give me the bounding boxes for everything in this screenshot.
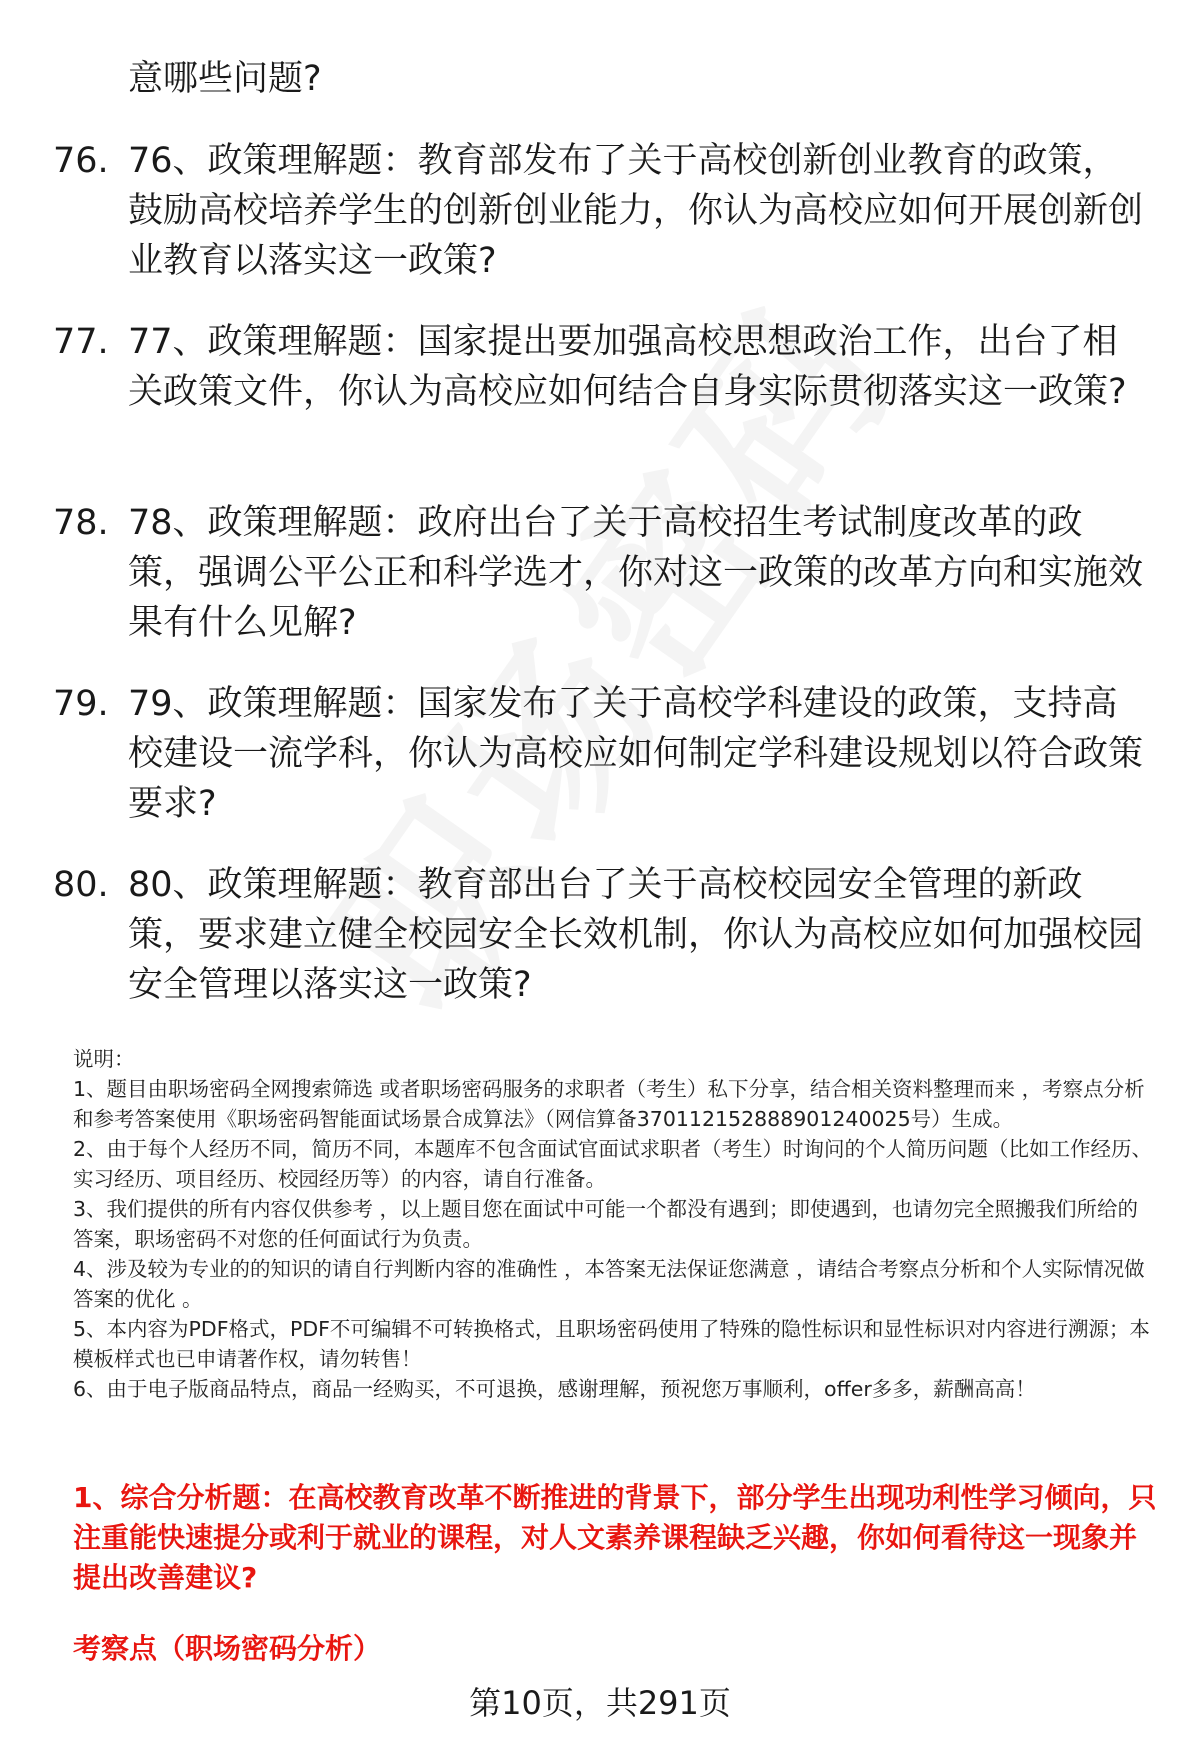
question-text: 79、政策理解题：国家发布了关于高校学科建设的政策，支持高校建设一流学科，你认为高校应如何制定学科建设规划以符合政策要求? [128,684,1144,824]
list-item [0,679,1200,860]
note-item: 6、由于电子版商品特点，商品一经购买，不可退换，感谢理解，预祝您万事顺利，offer多多，薪酬高高！ [73,1377,1036,1401]
question-number: 79. [53,684,109,724]
notes-section [73,1044,1155,1404]
notes-title: 说明： [73,1047,135,1071]
note-item: 3、我们提供的所有内容仅供参考 ，以上题目您在面试中可能一个都没有遇到；即使遇到，也请勿完全照搬我们所给的答案，职场密码不对您的任何面试行为负责。 [73,1197,1139,1251]
question-number: 80. [53,865,109,905]
note-item: 1、题目由职场密码全网搜索筛选 或者职场密码服务的求职者（考生）私下分享，结合相关资料整理而来 ，考察点分析和参考答案使用《职场密码智能面试场景合成算法》（网信算备370112152888901240025号）生成。 [73,1077,1145,1131]
question-text: 76、政策理解题：教育部发布了关于高校创新创业教育的政策，鼓励高校培养学生的创新创业能力，你认为高校应如何开展创新创业教育以落实这一政策? [128,141,1144,281]
note-item: 4、涉及较为专业的的知识的请自行判断内容的准确性 ，本答案无法保证您满意 ，请结合考察点分析和个人实际情况做答案的优化 。 [73,1257,1145,1311]
featured-question: 1、综合分析题：在高校教育改革不断推进的背景下，部分学生出现功利性学习倾向，只注重能快速提分或利于就业的课程，对人文素养课程缺乏兴趣，你如何看待这一现象并提出改善建议? [73,1481,1157,1594]
previous-question-tail: 意哪些问题? [128,59,322,99]
section-heading: 考察点（职场密码分析） [73,1632,382,1665]
question-text: 78、政策理解题：政府出台了关于高校招生考试制度改革的政策，强调公平公正和科学选才，你对这一政策的改革方向和实施效果有什么见解? [128,503,1144,643]
page-number: 第10页，共291页 [469,1684,731,1722]
question-number: 78. [53,503,109,543]
list-item [0,498,1200,679]
list-item [0,136,1200,317]
list-item [0,860,1200,1041]
note-item: 5、本内容为PDF格式，PDF不可编辑不可转换格式，且职场密码使用了特殊的隐性标识和显性标识对内容进行溯源；本模板样式也已申请著作权，请勿转售！ [73,1317,1150,1371]
note-item: 2、由于每个人经历不同，简历不同，本题库不包含面试官面试求职者（考生）时询问的个人简历问题（比如工作经历、实习经历、项目经历、校园经历等）的内容，请自行准备。 [73,1137,1153,1191]
question-text: 80、政策理解题：教育部出台了关于高校校园安全管理的新政策，要求建立健全校园安全长效机制，你认为高校应如何加强校园安全管理以落实这一政策? [128,865,1144,1005]
question-list [0,136,1200,1041]
list-item [0,317,1200,498]
question-number: 76. [53,141,109,181]
question-text: 77、政策理解题：国家提出要加强高校思想政治工作，出台了相关政策文件，你认为高校应如何结合自身实际贯彻落实这一政策? [128,322,1127,412]
question-number: 77. [53,322,109,362]
